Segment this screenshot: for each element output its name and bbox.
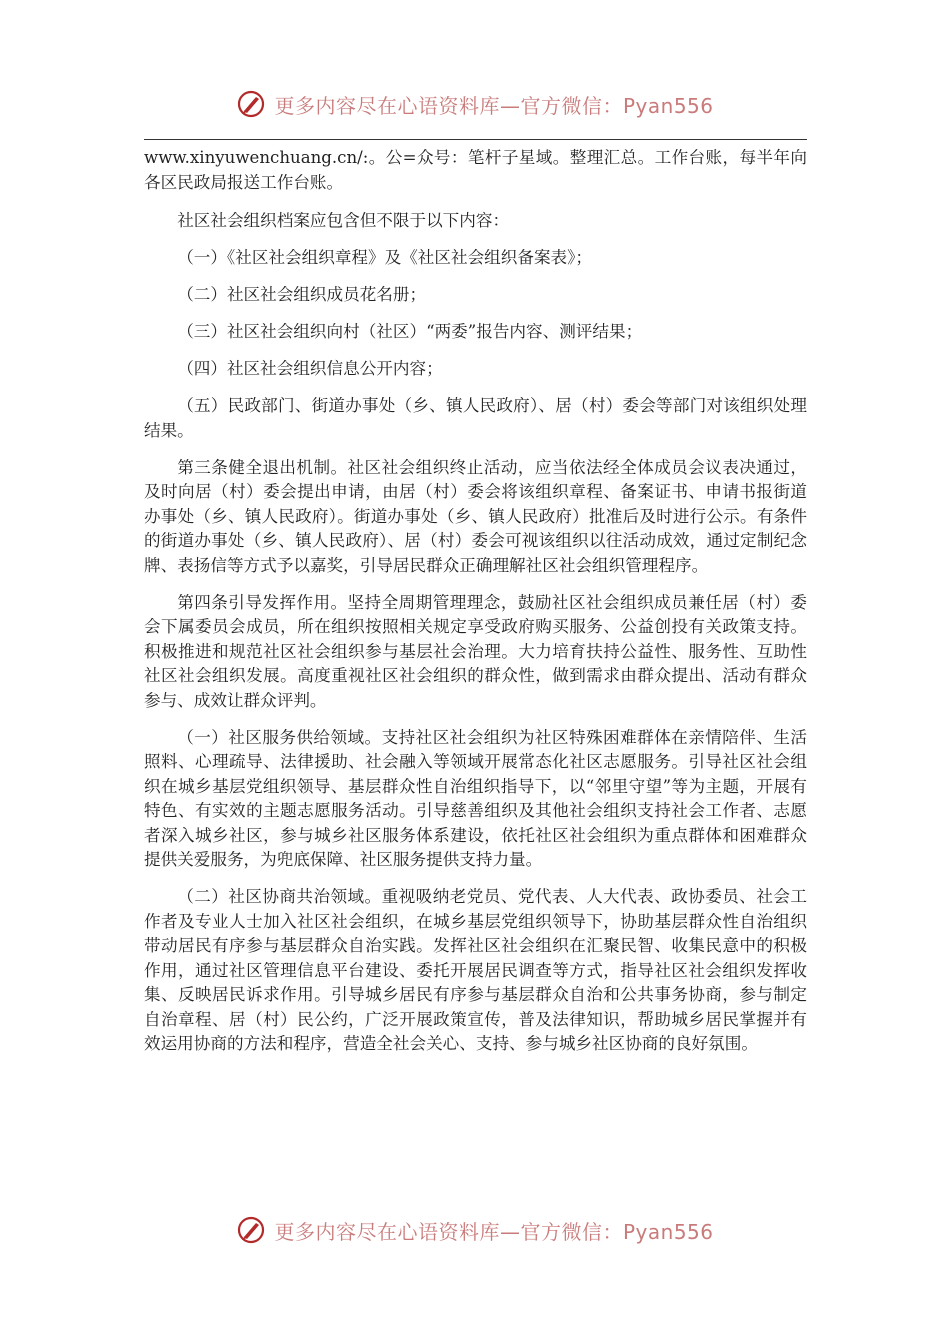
list-item: （四）社区社会组织信息公开内容； [177, 359, 443, 378]
paragraph: www.xinyuwenchuang.cn/:。公=众号：笔杆子星域。整理汇总。工作台账，每半年向各区民政局报送工作台账。 [144, 148, 807, 192]
footer-banner [0, 1210, 950, 1250]
list-item: （三）社区社会组织向村（社区）“两委”报告内容、测评结果； [177, 322, 643, 341]
banner-text: 更多内容尽在心语资料库—官方微信：Pyan556 [274, 1219, 714, 1244]
paragraph: （一）社区服务供给领域。支持社区社会组织为社区特殊困难群体在亲情陪伴、生活照料、心理疏导、法律援助、社会融入等领域开展常态化社区志愿服务。引导社区社会组织在城乡基层党组织领导、基层群众性自治组织指导下，以“邻里守望”等为主题，开展有特色、有实效的主题志愿服务活动。引导慈善组织及其他社会组织支持社会工作者、志愿者深入城乡社区，参与城乡社区服务体系建设，依托社区社会组织为重点群体和困难群众提供关爱服务，为兜底保障、社区服务提供支持力量。 [144, 727, 807, 869]
list-item: （五）民政部门、街道办事处（乡、镇人民政府）、居（村）委会等部门对该组织处理结果。 [144, 396, 807, 440]
paragraph: 社区社会组织档案应包含但不限于以下内容： [177, 211, 510, 230]
paragraph: 第四条引导发挥作用。坚持全周期管理理念，鼓励社区社会组织成员兼任居（村）委会下属委员会成员，所在组织按照相关规定享受政府购买服务、公益创投有关政策支持。积极推进和规范社区社会组织参与基层社会治理。大力培育扶持公益性、服务性、互助性社区社会组织发展。高度重视社区社会组织的群众性，做到需求由群众提出、活动有群众参与、成效让群众评判。 [144, 592, 807, 710]
list-item: （二）社区社会组织成员花名册； [177, 285, 427, 304]
header-divider [144, 139, 807, 140]
brush-logo-icon [236, 1215, 266, 1245]
list-item: （一）《社区社会组织章程》及《社区社会组织备案表》； [177, 248, 593, 267]
paragraph: （二）社区协商共治领域。重视吸纳老党员、党代表、人大代表、政协委员、社会工作者及专业人士加入社区社会组织，在城乡基层党组织领导下，协助基层群众性自治组织带动居民有序参与基层群众自治实践。发挥社区社会组织在汇聚民智、收集民意中的积极作用，通过社区管理信息平台建设、委托开展居民调查等方式，指导社区社会组织发挥收集、反映居民诉求作用。引导城乡居民有序参与基层群众自治和公共事务协商，参与制定自治章程、居（村）民公约，广泛开展政策宣传，普及法律知识，帮助城乡居民掌握并有效运用协商的方法和程序，营造全社会关心、支持、参与城乡社区协商的良好氛围。 [144, 887, 807, 1053]
brush-logo-icon [236, 89, 266, 119]
paragraph: 第三条健全退出机制。社区社会组织终止活动，应当依法经全体成员会议表决通过，及时向居（村）委会提出申请，由居（村）委会将该组织章程、备案证书、申请书报街道办事处（乡、镇人民政府）。街道办事处（乡、镇人民政府）批准后及时进行公示。有条件的街道办事处（乡、镇人民政府）、居（村）委会可视该组织以往活动成效，通过定制纪念牌、表扬信等方式予以嘉奖，引导居民群众正确理解社区社会组织管理程序。 [144, 457, 807, 575]
wechat-id: Pyan556 [622, 1219, 714, 1244]
document-body [144, 146, 807, 1069]
wechat-id: Pyan556 [622, 93, 714, 118]
header-banner [0, 84, 950, 124]
banner-text: 更多内容尽在心语资料库—官方微信：Pyan556 [274, 93, 714, 118]
